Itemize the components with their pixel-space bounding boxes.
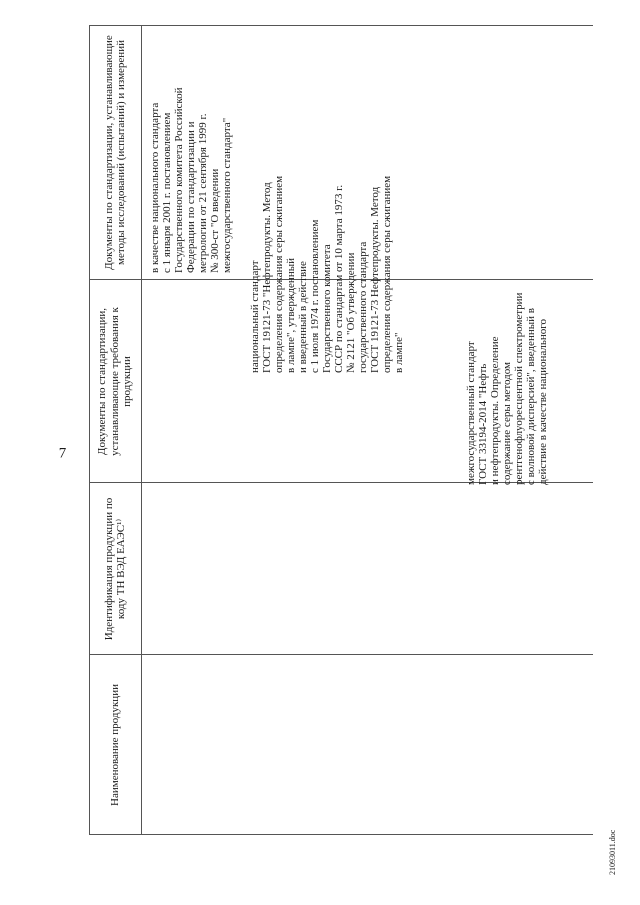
- method-document-block-2: национальный стандарт ГОСТ 19121-73 "Нефтепродукты. Метод определения содержания серы сжиганием в лампе", утвержденный и введенный в действие с 1 июля 1974 г. постановлением Государственного комитета СССР по стандартам от 10 марта 1973 г. № 2121 "Об утверждении государственного стандарта ГОСТ 19121-73 Нефтепродукты. Метод определения содержания серы сжиганием в лампе": [249, 175, 405, 373]
- footer-document-code: 21093011.doc: [608, 829, 617, 875]
- header-product-name: Наименование продукции: [108, 684, 121, 806]
- table-border-right: [89, 25, 593, 26]
- regulation-table: [89, 25, 593, 835]
- header-requirement-documents: Документы по стандартизации, устанавливающие требования к продукции: [96, 307, 134, 456]
- method-document-block-1: в качестве национального стандарта с 1 января 2001 г. постановлением Государственного комитета Российской Федерации по стандартизации и метрологии от 21 сентября 1999 г. № 300-ст "О введении межгосударственного стандарта": [149, 87, 233, 273]
- page-number: 7: [58, 445, 67, 462]
- header-tnved-code: Идентификация продукции по коду ТН ВЭД ЕАЭС¹⁾: [102, 497, 127, 641]
- table-border-left: [89, 834, 593, 835]
- column-divider-1: [89, 654, 593, 655]
- table-header-row: [89, 25, 141, 835]
- header-separator: [141, 25, 142, 835]
- header-method-documents: Документы по стандартизации, устанавливающие методы исследований (испытаний) и измерений: [102, 35, 127, 270]
- method-document-block-3: межгосударственный стандарт ГОСТ 33194-2014 "Нефть и нефтепродукты. Определение содержание серы методом рентгенофлуоресцентной спектрометрии с волновой дисперсией", введенный в действие в качестве национального: [465, 292, 549, 485]
